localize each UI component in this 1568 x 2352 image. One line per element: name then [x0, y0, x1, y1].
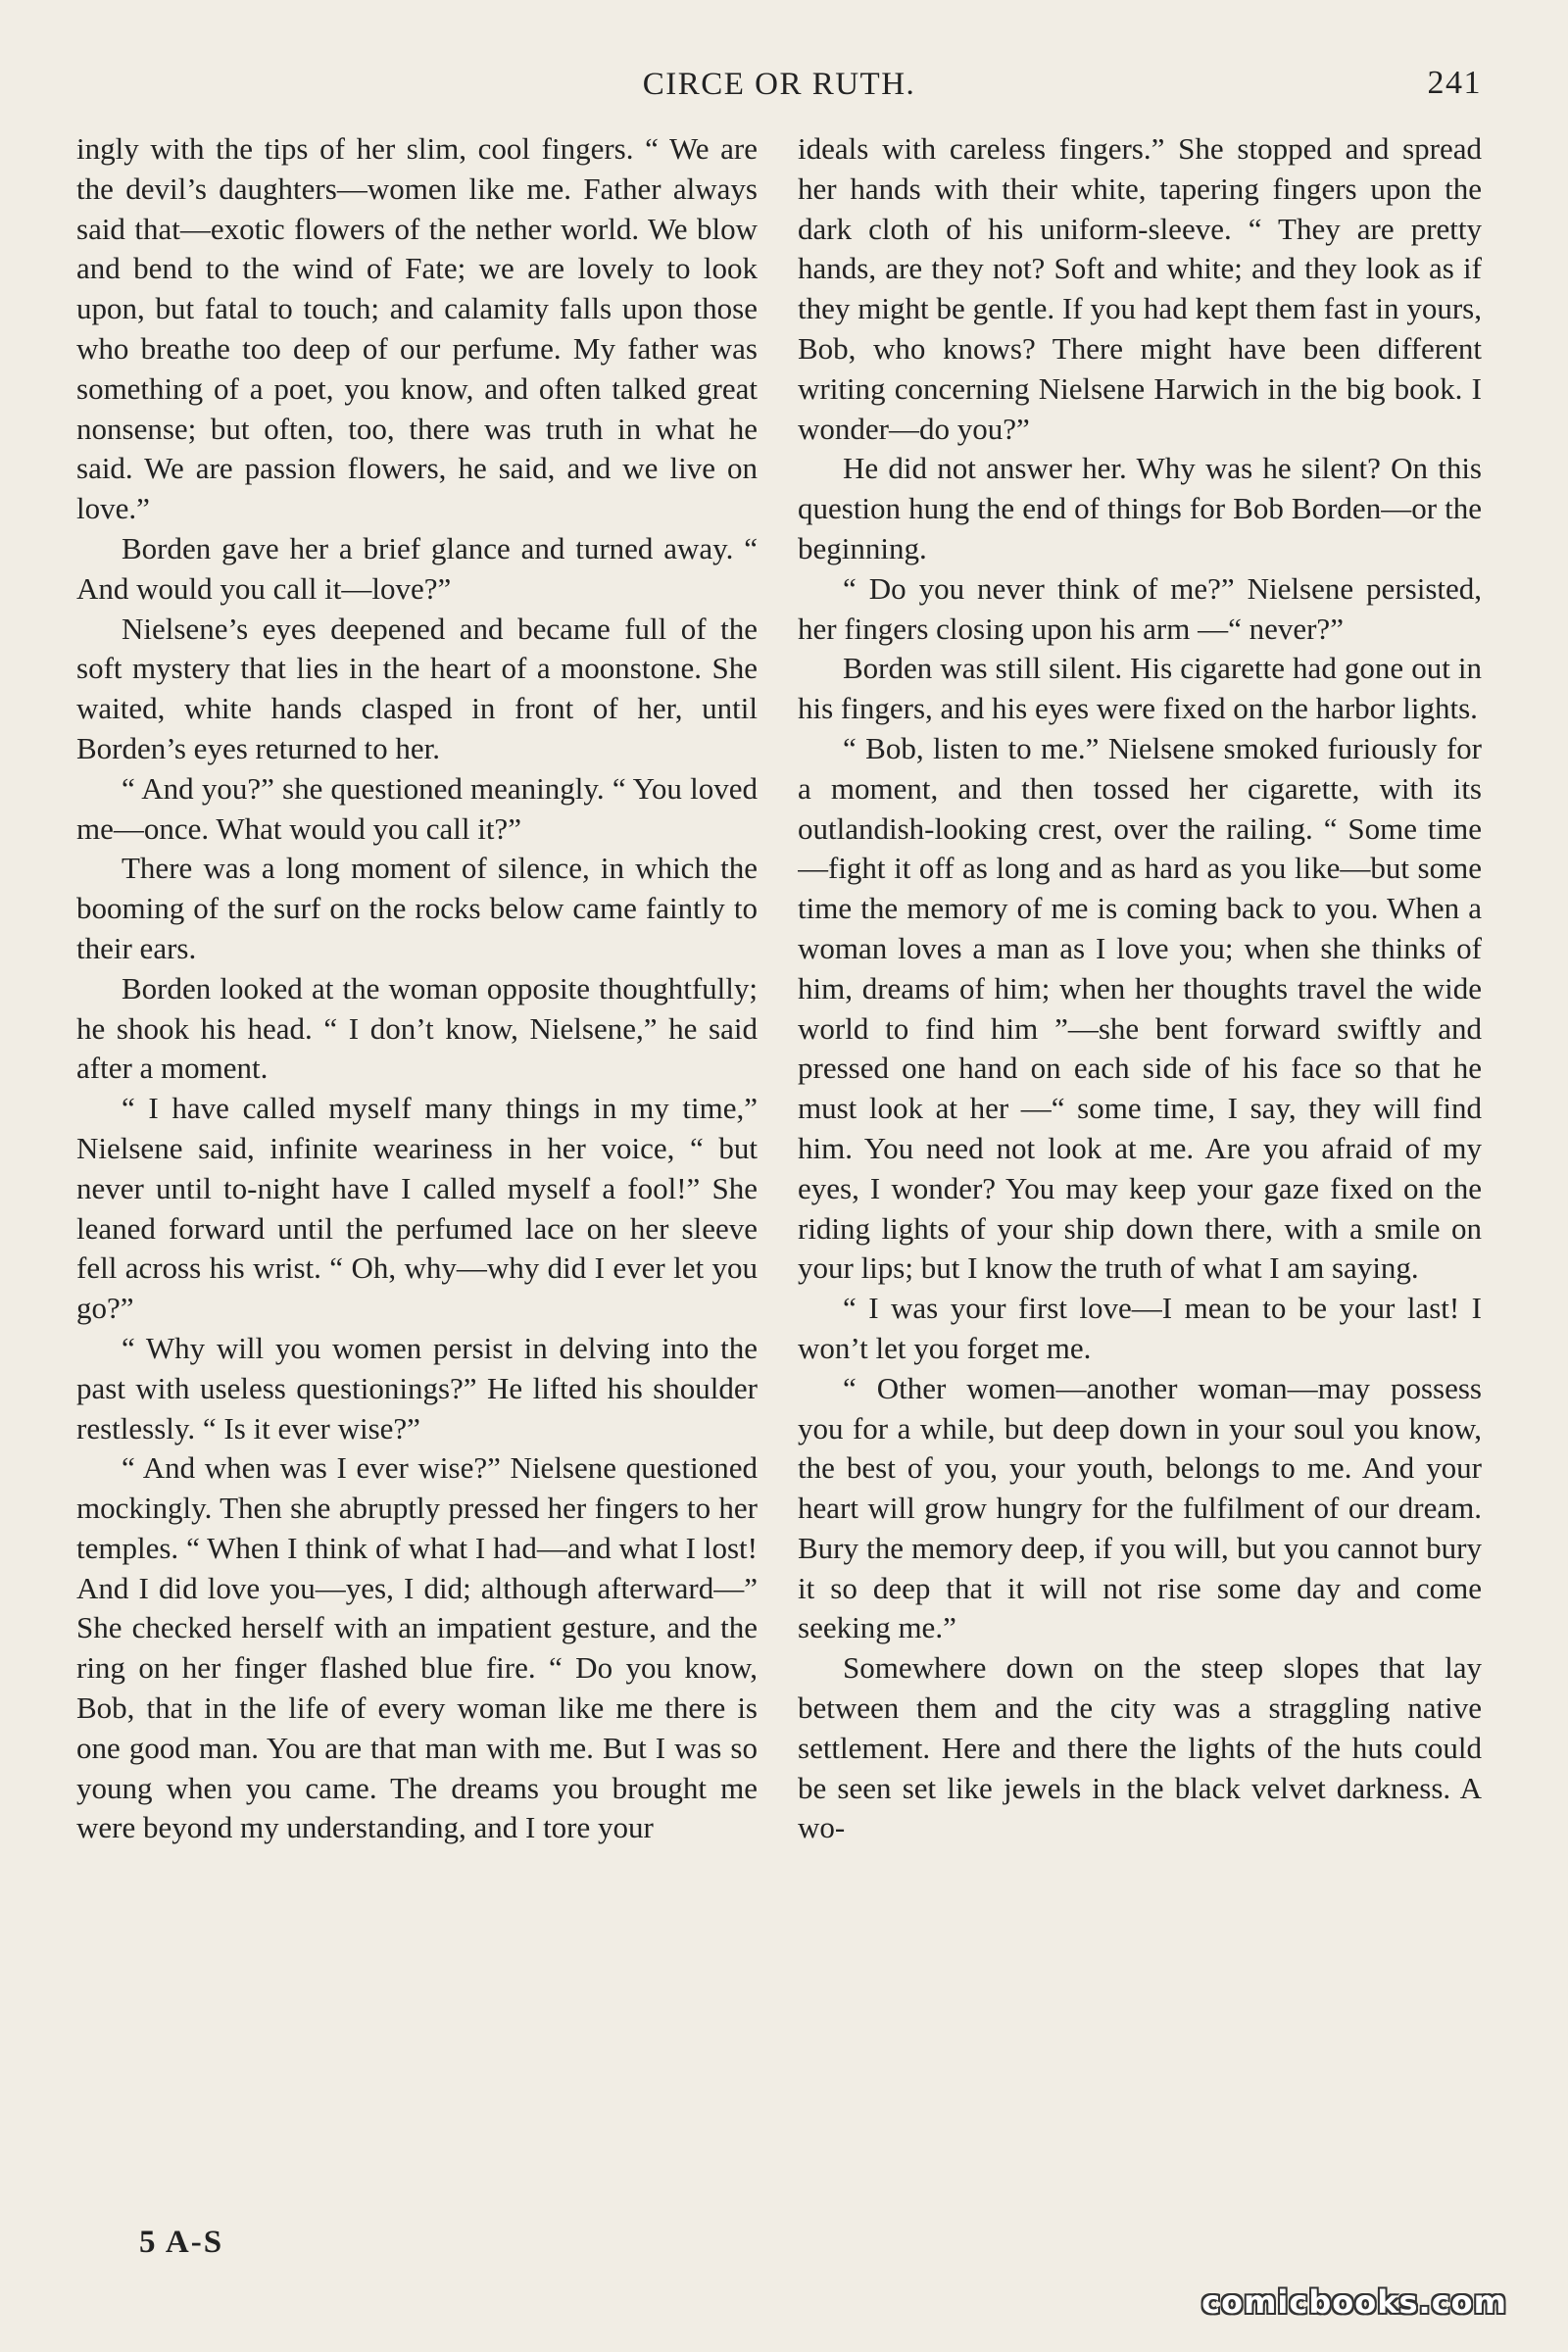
paragraph: There was a long moment of silence, in which the booming of the surf on the rocks below came faintly to their ears. [76, 851, 758, 965]
site-watermark: comicbooks.com [1201, 2283, 1507, 2321]
paragraph: Borden was still silent. His cigarette had gone out in his fingers, and his eyes were fixed on the harbor lights. [798, 651, 1482, 726]
paragraph: “ Why will you women persist in delving into the past with useless questionings?” He lifted his shoulder restlessly. “ Is it ever wise?” [76, 1330, 758, 1446]
page-number: 241 [1427, 65, 1482, 101]
paragraph: He did not answer her. Why was he silent? On this question hung the end of things for Bob Borden—or the beginning. [798, 451, 1482, 565]
paragraph: Somewhere down on the steep slopes that lay between them and the city was a straggling native settlement. Here and there the lights of the huts could be seen set like jewels in the black velvet darkness. A wo- [798, 1650, 1482, 1845]
left-text-column [76, 129, 758, 2246]
page-header [76, 59, 1482, 108]
paragraph: “ I have called myself many things in my time,” Nielsene said, infinite weariness in her voice, “ but never until to-night have I called myself a fool!” She leaned forward until the perfumed lace on her sleeve fell across his wrist. “ Oh, why—why did I ever let you go?” [76, 1091, 758, 1326]
paragraph: “ And when was I ever wise?” Nielsene questioned mockingly. Then she abruptly pressed her fingers to her temples. “ When I think of what I had—and what I lost! And I did love you—yes, I did; although afterward—” She checked herself with an impatient gesture, and the ring on her finger flashed blue fire. “ Do you know, Bob, that in the life of every woman like me there is one good man. You are that man with me. But I was so young when you came. The dreams you brought me were beyond my understanding, and I tore your [76, 1450, 758, 1845]
paragraph: “ Do you never think of me?” Nielsene persisted, her fingers closing upon his arm —“ never?” [798, 570, 1482, 646]
paragraph: ideals with careless fingers.” She stopped and spread her hands with their white, tapering fingers upon the dark cloth of his uniform-sleeve. “ They are pretty hands, are they not? Soft and white; and they look as if they might be gentle. If you had kept them fast in yours, Bob, who knows? There might have been different writing concerning Nielsene Harwich in the big book. I wonder—do you?” [798, 131, 1482, 446]
paragraph: Borden gave her a brief glance and turned away. “ And would you call it—love?” [76, 530, 758, 606]
running-title: CIRCE OR RUTH. [642, 67, 916, 102]
paragraph: ingly with the tips of her slim, cool fingers. “ We are the devil’s daughters—women like me. Father always said that—exotic flowers of the nether world. We blow and bend to the wind of Fate; we are lovely to look upon, but fatal to touch; and calamity falls upon those who breathe too deep of our perfume. My father was something of a poet, you know, and often talked great nonsense; but often, too, there was truth in what he said. We are passion flowers, he said, and we live on love.” [76, 131, 758, 526]
paragraph: Nielsene’s eyes deepened and became full of the soft mystery that lies in the heart of a moonstone. She waited, white hands clasped in front of her, until Borden’s eyes returned to her. [76, 611, 758, 765]
right-text-column [798, 129, 1482, 2246]
signature-mark: 5 A-S [139, 2225, 224, 2260]
paragraph: “ Other women—another woman—may possess you for a while, but deep down in your soul you know, the best of you, your youth, belongs to me. And your heart will grow hungry for the fulfilment of our dream. Bury the memory deep, if you will, but you cannot bury it so deep that it will not rise some day and come seeking me.” [798, 1370, 1482, 1645]
paragraph: Borden looked at the woman opposite thoughtfully; he shook his head. “ I don’t know, Nielsene,” he said after a moment. [76, 970, 758, 1086]
paragraph: “ Bob, listen to me.” Nielsene smoked furiously for a moment, and then tossed her cigarette, with its outlandish-looking crest, over the railing. “ Some time—fight it off as long and as hard as you like—but some time the memory of me is coming back to you. When a woman loves a man as I love you; when she thinks of him, dreams of him; when her thoughts travel the wide world to find him ”—she bent forward swiftly and pressed one hand on each side of his face so that he must look at her —“ some time, I say, they will find him. You need not look at me. Are you afraid of my eyes, I wonder? You may keep your gaze fixed on the riding lights of your ship down there, with a smile on your lips; but I know the truth of what I am saying. [798, 730, 1482, 1286]
paragraph: “ I was your first love—I mean to be your last! I won’t let you forget me. [798, 1291, 1482, 1365]
paragraph: “ And you?” she questioned meaningly. “ You loved me—once. What would you call it?” [76, 770, 758, 846]
